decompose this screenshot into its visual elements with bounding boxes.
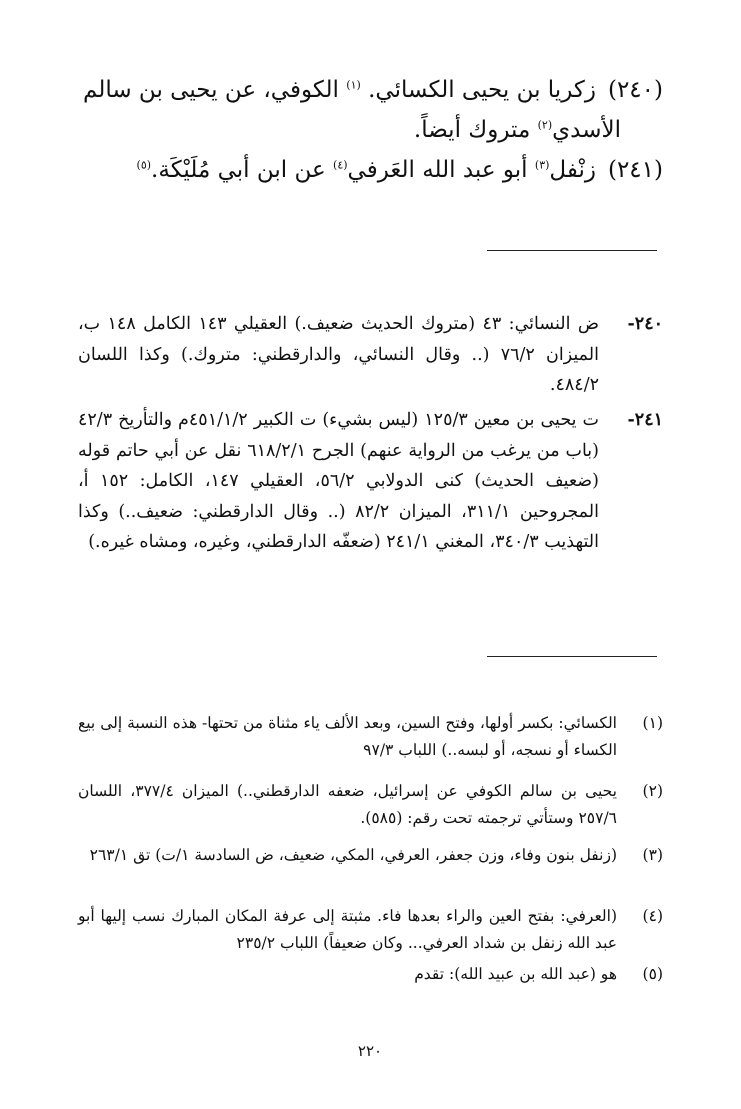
footnote-1 [78, 710, 663, 764]
footnote-3 [78, 842, 663, 869]
note-number: ٢٤٠- [627, 314, 663, 334]
footnote-number: (١) [642, 714, 663, 732]
entry-text: الكوفي، عن يحيى بن سالم [83, 77, 339, 103]
footnote-5 [78, 961, 663, 988]
footnote-number: (٢) [642, 782, 663, 800]
footnote-text: (العرفي: بفتح العين والراء بعدها فاء. مثبتة إلى عرفة المكان المبارك نسب إليها أبو عبد الله زنفل بن شداد العرفي... وكان ضعيفاً) اللباب ٢٣٥/٢ [78, 907, 617, 952]
footnote-ref[interactable]: (١) [346, 78, 361, 92]
entry-240-line-1 [78, 70, 663, 110]
footnote-number: (٥) [642, 965, 663, 983]
separator-rule [487, 250, 657, 251]
footnote-text: هو (عبد الله بن عبيد الله): تقدم [414, 965, 617, 983]
entry-text: زكريا بن يحيى الكسائي. [368, 77, 596, 103]
entry-number: (٢٤١) [607, 157, 663, 183]
entry-text: زنْفل [549, 157, 596, 183]
note-240 [78, 309, 663, 401]
entry-text: الأسدي [552, 117, 621, 143]
note-number: ٢٤١- [627, 410, 663, 430]
entry-text: عن ابن أبي مُلَيْكَة. [151, 157, 326, 183]
footnote-ref[interactable]: (٢) [537, 118, 553, 132]
separator-rule [487, 656, 657, 657]
note-241 [78, 405, 663, 558]
footnote-ref[interactable]: (٣) [534, 158, 550, 172]
footnote-2 [78, 778, 663, 832]
footnote-ref[interactable]: (٤) [333, 158, 348, 172]
entry-number: (٢٤٠) [607, 77, 663, 103]
entry-text: متروك أيضاً. [413, 117, 531, 143]
footnote-number: (٣) [642, 846, 663, 864]
footnote-ref[interactable]: (٥) [136, 158, 152, 172]
note-text: ت يحيى بن معين ١٢٥/٣ (ليس بشيء) ت الكبير ٤٥١/١/٢م والتأريخ ٤٢/٣ (باب من يرغب من الرواية عنهم) الجرح ٦١٨/٢/١ نقل عن أبي حاتم قوله (ضعيف الحديث) كنى الدولابي ٥٦/٢، العقيلي ١٤٧، الكامل: ١٥٢ أ، المجروحين ٣١١/١، الميزان ٨٢/٢ (.. وقال الدارقطني: ضعيف..) وكذا التهذيب ٣٤٠/٣، المغني ٢٤١/١ (ضعفّه الدارقطني، وغيره، ومشاه غيره.) [78, 410, 599, 552]
footnote-text: الكسائي: بكسر أولها، وفتح السين، وبعد الألف ياء مثناة من تحتها- هذه النسبة إلى بيع الكساء أو نسجه، أو لبسه..) اللباب ٩٧/٣ [78, 714, 617, 759]
footnote-text: (زنفل بنون وفاء، وزن جعفر، العرفي، المكي، ضعيف، ض السادسة ١/ت) تق ٢٦٣/١ [89, 846, 617, 864]
page-number: ٢٢٠ [357, 1042, 383, 1060]
footnote-number: (٤) [642, 907, 663, 925]
entry-241 [78, 150, 663, 190]
note-text: ض النسائي: ٤٣ (متروك الحديث ضعيف.) العقيلي ١٤٣ الكامل ١٤٨ ب، الميزان ٧٦/٢ (.. وقال النسائي، والدارقطني: متروك.) وكذا اللسان ٤٨٤/٢. [78, 314, 599, 395]
entry-text: أبو عبد الله العَرفي [347, 157, 528, 183]
footnote-text: يحيى بن سالم الكوفي عن إسرائيل، ضعفه الدارقطني..) الميزان ٣٧٧/٤، اللسان ٢٥٧/٦ وستأتي ترجمته تحت رقم: (٥٨٥). [78, 782, 617, 827]
entry-240-line-2 [76, 110, 621, 150]
footnote-4 [78, 903, 663, 957]
